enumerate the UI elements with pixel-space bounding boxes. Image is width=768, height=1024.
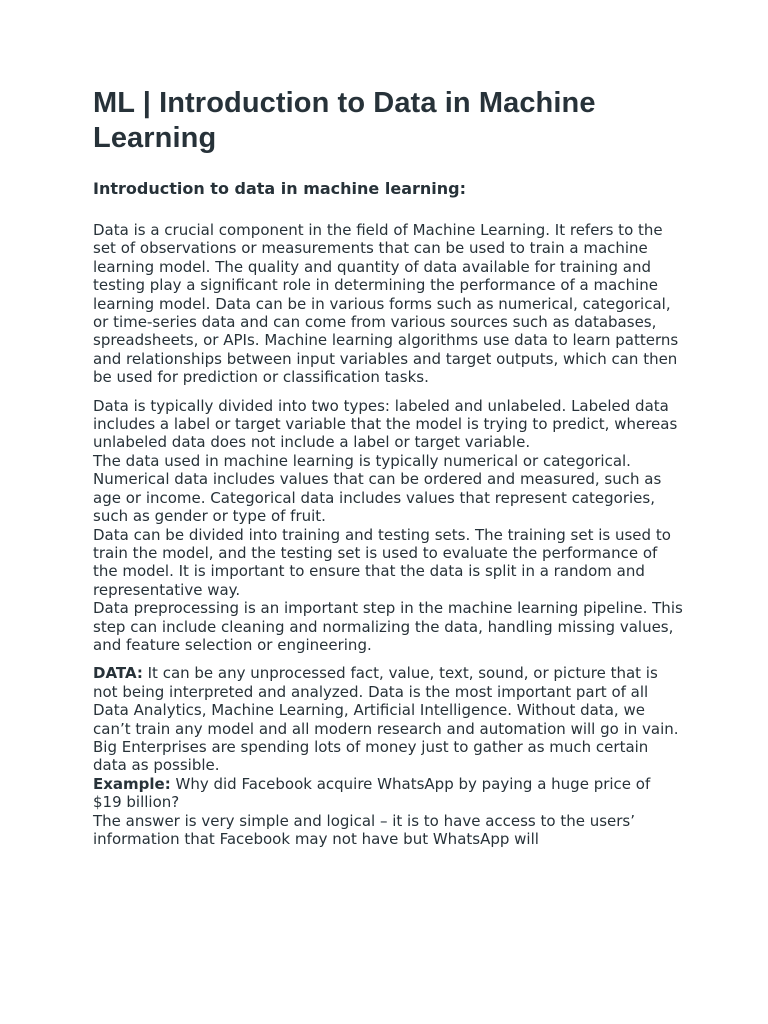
numerical-categorical-text: The data used in machine learning is typically numerical or categorical. Numerical data includes values that can be ordered and measured, such as age or income. Categorical data includes values that represent categories, such as gender or type of fruit. [93,451,662,526]
article-title: ML | Introduction to Data in Machine Learning [93,87,596,154]
example-line [93,775,683,812]
intro-paragraph: Data is a crucial component in the field of Machine Learning. It refers to the set of observations or measurements that can be used to train a machine learning model. The quality and quantity of data available for training and testing play a significant role in determining the performance of a machine learning model. Data can be in various forms such as numerical, categorical, or time-series data and can come from various sources such as databases, spreadsheets, or APIs. Machine learning algorithms use data to learn patterns and relationships between input variables and target outputs, which can then be used for prediction or classification tasks. [93,221,679,387]
data-label: DATA: [93,664,143,683]
article [93,86,683,848]
answer-text: The answer is very simple and logical – it is to have access to the users’ information that Facebook may not have but WhatsApp will [93,811,636,848]
data-definition-line [93,664,683,774]
train-test-split-text: Data can be divided into training and testing sets. The training set is used to train the model, and the testing set is used to evaluate the performance of the model. It is important to ensure that the data is split in a random and representative way. [93,525,671,599]
data-definition-paragraph [93,664,683,848]
section-subheading: Introduction to data in machine learning: [93,179,466,198]
data-definition-text: It can be any unprocessed fact, value, text, sound, or picture that is not being interpreted and analyzed. Data is the most important part of all Data Analytics, Machine Learning, Artificial Intelligence. Without data, we can’t train any model and all modern research and automation will go in vain. Big Enterprises are spending lots of money just to gather as much certain data as possible. [93,664,679,775]
example-label: Example: [93,774,171,793]
preprocessing-text: Data preprocessing is an important step in the machine learning pipeline. This step can include cleaning and normalizing the data, handling missing values, and feature selection or engineering. [93,599,683,654]
example-question-text: Why did Facebook acquire WhatsApp by paying a huge price of $19 billion? [93,774,651,812]
data-types-paragraph [93,397,683,655]
labeled-unlabeled-text: Data is typically divided into two types: labeled and unlabeled. Labeled data includes a label or target variable that the model is trying to predict, whereas unlabeled data does not include a label or target variable. [93,396,678,452]
